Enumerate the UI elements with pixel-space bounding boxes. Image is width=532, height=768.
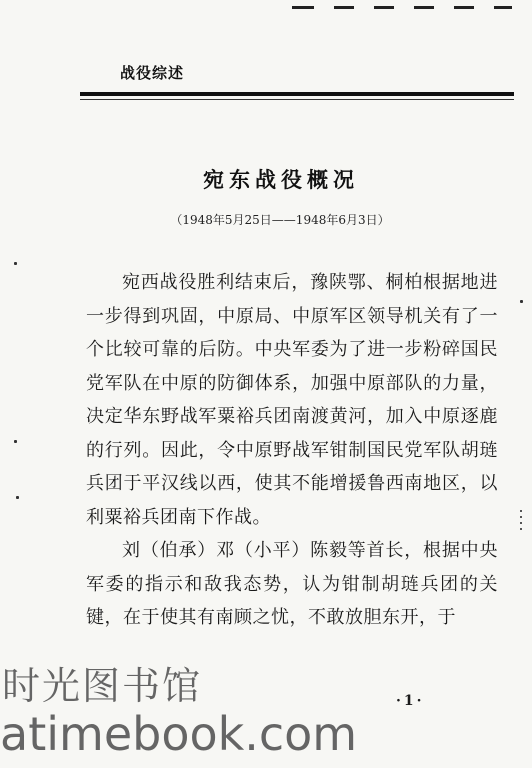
- body-paragraph: 宛西战役胜利结束后，豫陕鄂、桐柏根据地进一步得到巩固，中原局、中原军区领导机关有了一个比较可靠的后防。中央军委为了进一步粉碎国民党军队在中原的防御体系，加强中原部队的力量，决定华东野战军粟裕兵团南渡黄河，加入中原逐鹿的行列。因此，令中原野战军钳制国民党军队胡琏兵团于平汉线以西，使其不能增援鲁西南地区，以利粟裕兵团南下作战。: [86, 272, 498, 528]
- page-number: ·1·: [396, 693, 425, 709]
- top-dash-mark: [292, 6, 314, 9]
- article-body: [86, 266, 498, 635]
- watermark-en: atimebook.com: [0, 707, 358, 761]
- top-dash-mark: [334, 6, 354, 9]
- top-dash-mark: [454, 6, 474, 9]
- section-header: 战役综述: [120, 64, 185, 82]
- body-paragraph: 刘（伯承）邓（小平）陈毅等首长，根据中央军委的指示和敌我态势，认为钳制胡琏兵团的关键，在于使其有南顾之忧，不敢放胆东开，于: [86, 540, 498, 628]
- edge-speck: [520, 516, 522, 518]
- top-dash-mark: [494, 6, 512, 9]
- edge-speck: [520, 510, 522, 512]
- date-range: （1948年5月25日——1948年6月3日）: [170, 213, 390, 227]
- article-title: 宛东战役概况: [203, 168, 359, 192]
- header-rule-thin: [80, 99, 514, 100]
- edge-speck: [520, 528, 522, 530]
- watermark: [0, 655, 532, 768]
- margin-speck: [520, 300, 523, 303]
- margin-speck: [14, 262, 17, 265]
- watermark-cn: 时光图书馆: [2, 664, 203, 708]
- margin-speck: [14, 440, 17, 443]
- header-rule-thick: [80, 92, 514, 96]
- top-dash-mark: [414, 6, 434, 9]
- edge-speck: [520, 522, 522, 524]
- margin-speck: [16, 496, 19, 499]
- top-dash-mark: [374, 6, 394, 9]
